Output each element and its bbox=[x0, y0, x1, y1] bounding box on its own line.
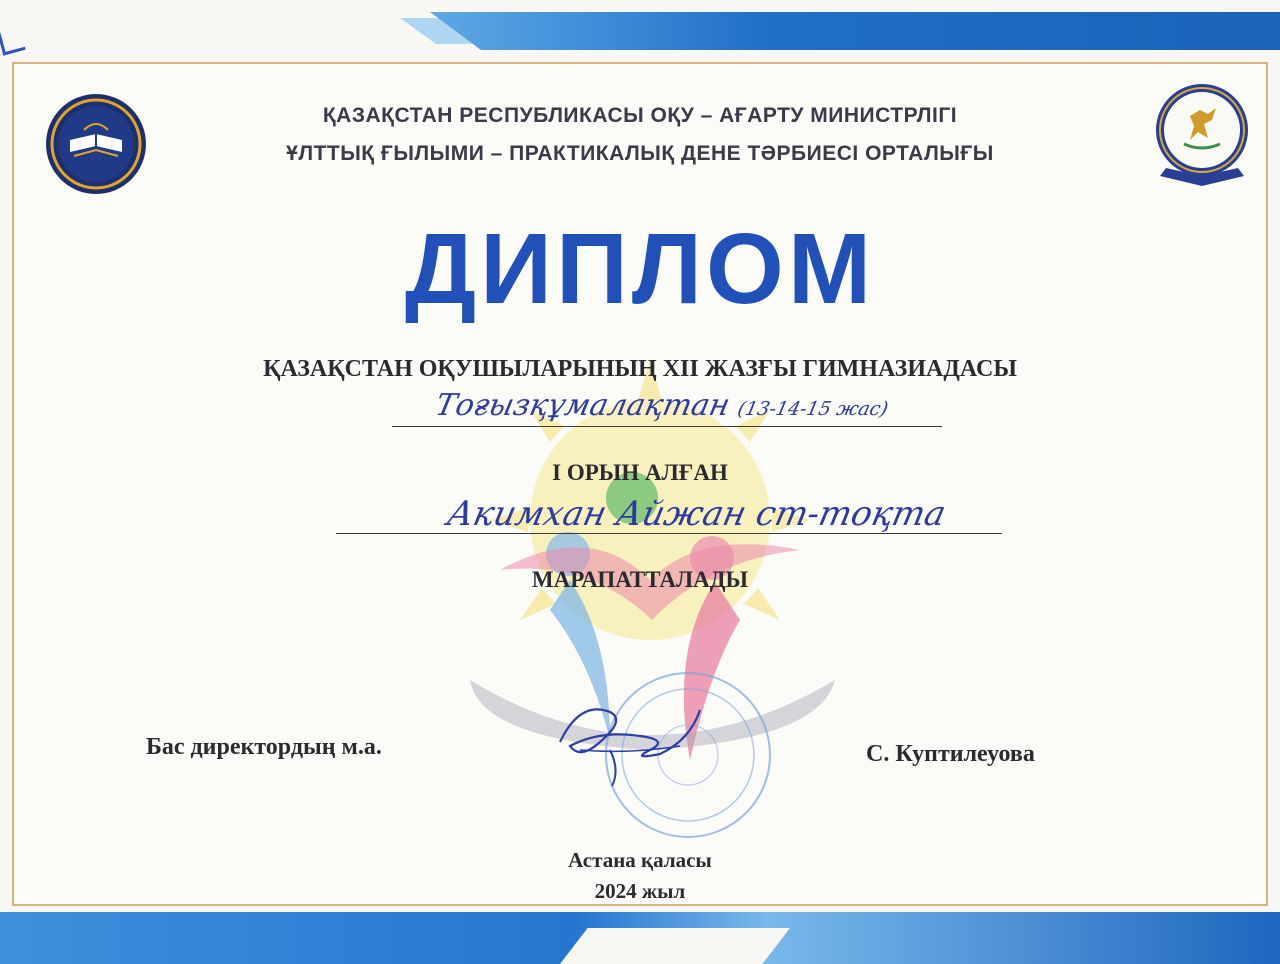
handwritten-category bbox=[432, 388, 892, 423]
diploma-title: ДИПЛОМ bbox=[404, 213, 876, 325]
bottom-stripe-gap bbox=[560, 928, 790, 964]
ministry-heading: ҚАЗАҚСТАН РЕСПУБЛИКАСЫ ОҚУ – АҒАРТУ МИНИСТРЛІГІ bbox=[322, 104, 958, 127]
signatory-name: С. Куптилеуова bbox=[866, 741, 1035, 767]
place-label: І ОРЫН АЛҒАН bbox=[552, 460, 728, 485]
category-sport: Тоғызқұмалақтан bbox=[432, 388, 733, 423]
center-heading: ҰЛТТЫҚ ҒЫЛЫМИ – ПРАКТИКАЛЫҚ ДЕНЕ ТӘРБИЕСІ ОРТАЛЫҒЫ bbox=[286, 142, 994, 165]
corner-pen-mark bbox=[0, 27, 26, 55]
top-blue-stripe bbox=[430, 12, 1280, 50]
event-title: ҚАЗАҚСТАН ОҚУШЫЛАРЫНЫҢ XII ЖАЗҒЫ ГИМНАЗИАДАСЫ bbox=[263, 356, 1017, 382]
recipient-name: Акимхан Айжан ст-тоқта bbox=[443, 494, 950, 534]
awarded-label: МАРАПАТТАЛАДЫ bbox=[531, 567, 749, 592]
category-age: (13-14-15 жас) bbox=[735, 398, 891, 420]
name-underline bbox=[336, 533, 1002, 534]
city-label: Астана қаласы bbox=[568, 848, 712, 872]
sport-center-emblem-icon bbox=[1150, 80, 1254, 190]
year-label: 2024 жыл bbox=[594, 879, 686, 903]
director-signature bbox=[540, 690, 710, 790]
signatory-position: Бас директордың м.а. bbox=[146, 734, 382, 760]
category-underline bbox=[392, 426, 942, 427]
